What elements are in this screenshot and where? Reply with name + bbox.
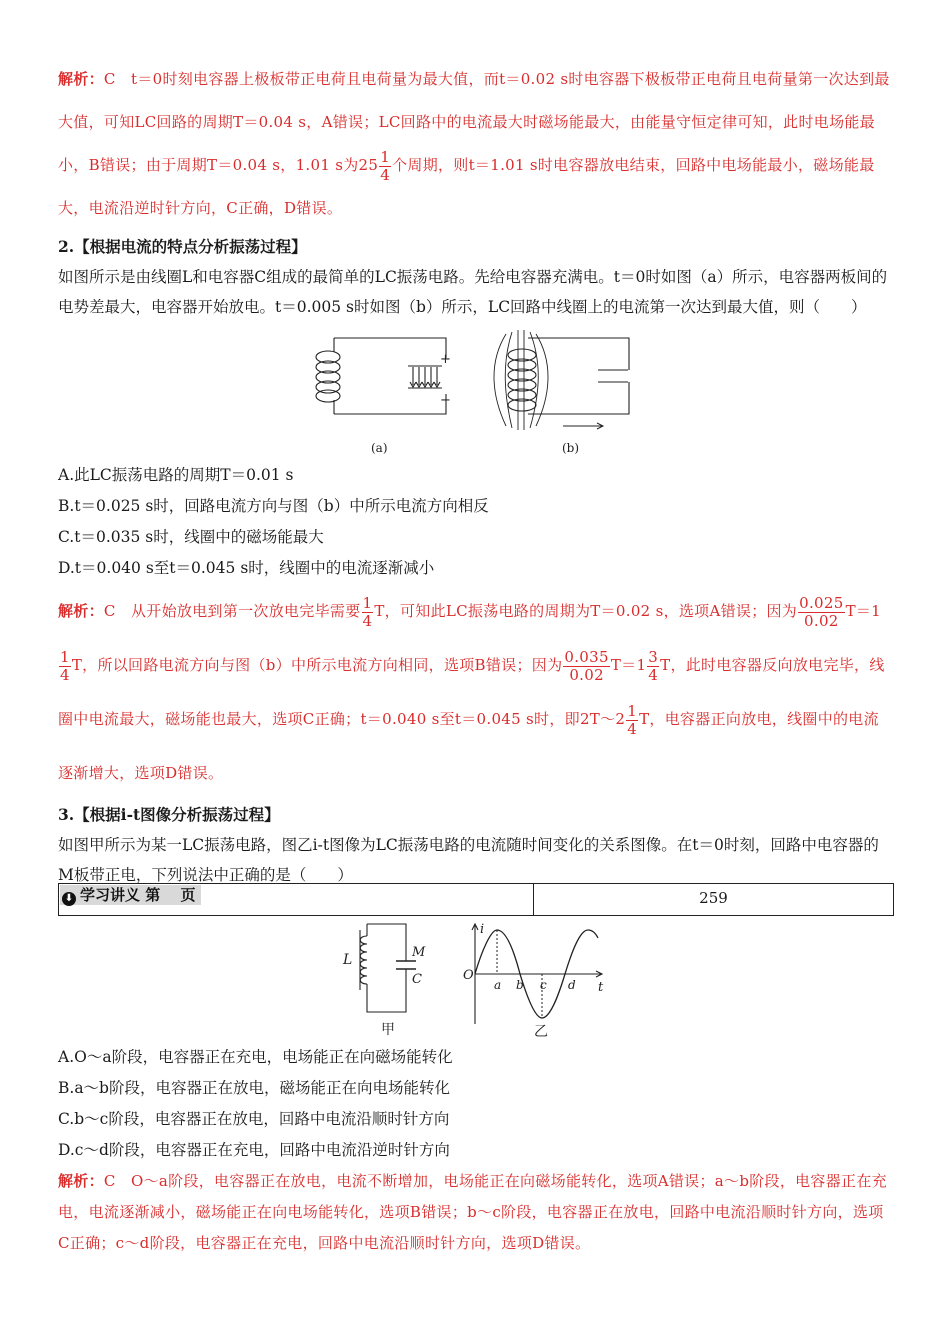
label-M: M [412, 945, 426, 960]
figure-b-circuit [494, 330, 629, 430]
tick-d: d [568, 978, 576, 992]
fraction: $\frac{1}{4}$ [380, 147, 391, 184]
q2-option-c: C.t＝0.035 s时，线圈中的磁场能最大 [58, 528, 324, 546]
analysis-text: t＝0时刻电容器上极板带正电荷且电荷量为最大值，而t＝0.02 s时电容器下极板带正电荷且电荷量第一次达到最大值，可知LC回路的周期T＝0.04 s，A错误；LC回路中的电流最大时磁场能最大，由能量守恒定律可知，此时电场能最小，B错误；由于周期T＝0.04 s，1.01 s为25 [58, 70, 890, 174]
label-C: C [412, 972, 422, 987]
q2-option-a: A.此LC振荡电路的周期T＝0.01 s [58, 466, 294, 484]
q2-stem: 如图所示是由线圈L和电容器C组成的最简单的LC振荡电路。先给电容器充满电。t＝0时如图（a）所示，电容器两板间的电势差最大，电容器开始放电。t＝0.005 s时如图（b）所示，LC回路中线圈上的电流第一次达到最大值，则（ ） [58, 268, 888, 316]
q3-option-d: D.c～d阶段，电容器正在充电，回路中电流沿逆时针方向 [58, 1141, 450, 1159]
analysis-label: 解析： [58, 70, 104, 88]
page-footer [58, 883, 894, 916]
lc-circuit-figures [58, 330, 894, 456]
footer-tag: ⬇ 学习讲义 第 页 [60, 885, 201, 905]
analysis-answer: C [103, 70, 116, 88]
q3-option-c: C.b～c阶段，电容器正在放电，回路中电流沿顺时针方向 [58, 1110, 450, 1128]
label-yi: 乙 [534, 1024, 548, 1040]
label-L: L [343, 952, 353, 968]
figure-b-label: (b) [562, 441, 580, 455]
axis-i-label: i [480, 922, 485, 937]
q3-title: 3.【根据i-t图像分析振荡过程】 [58, 805, 280, 824]
q3-option-b: B.a～b阶段，电容器正在放电，磁场能正在向电场能转化 [58, 1079, 450, 1097]
tick-b: b [516, 978, 524, 992]
q3-figure [330, 916, 620, 1040]
q3-option-a: A.O～a阶段，电容器正在充电，电场能正在向磁场能转化 [58, 1048, 453, 1066]
download-circle-icon: ⬇ [62, 892, 76, 906]
minus-sign: − [440, 393, 451, 408]
page-bottom [58, 1042, 894, 1259]
q3-stem: 如图甲所示为某一LC振荡电路，图乙i-t图像为LC振荡电路的电流随时间变化的关系图像。在t＝0时刻，回路中电容器的M板带正电，下列说法中正确的是（ ） [58, 836, 879, 884]
plus-sign: + [440, 352, 451, 367]
label-jia: 甲 [381, 1022, 395, 1038]
origin-label: O [463, 968, 474, 983]
q2-option-d: D.t＝0.040 s至t＝0.045 s时，线圈中的电流逐渐减小 [58, 559, 435, 577]
q3-analysis: 解析：C O～a阶段，电容器正在放电，电流不断增加，电场能正在向磁场能转化，选项A错误；a～b阶段，电容器正在充电，电流逐渐减小，磁场能正在向电场能转化，选项B错误；b～c阶段，电容器正在放电，回路中电流沿顺时针方向，选项C正确；c～d阶段，电容器正在充电，回路中电流沿顺时针方向，选项D错误。 [58, 1172, 887, 1252]
footer-page-number: 259 [699, 889, 728, 907]
yi-axes [472, 924, 602, 1024]
axis-t-label: t [598, 980, 604, 995]
tick-c: c [540, 978, 547, 992]
q1-analysis [58, 58, 894, 230]
q2-option-b: B.t＝0.025 s时，回路电流方向与图（b）中所示电流方向相反 [58, 497, 489, 515]
page-top [58, 58, 894, 890]
tick-a: a [494, 978, 502, 992]
q2-title: 2.【根据电流的特点分析振荡过程】 [58, 237, 307, 256]
jia-circuit [360, 924, 416, 1012]
figure-a-circuit [316, 338, 446, 414]
q2-figure [58, 330, 894, 456]
q2-analysis: 解析：C 从开始放电到第一次放电完毕需要 $\frac{1}{4}$ T，可知此LC振荡电路的周期为T＝0.02 s，选项A错误；因为 $\frac{0.025}{0.02}$ T＝1 $\frac{1}{4}$ T，所以回路电流方向与图（b）中所示电流方向相同，选项B错误；因为 $\frac{0.035}{0.02}$ T＝1 $\frac{3}{4}$ T，此时电容器反向放电完毕，线圈中电流最大，磁场能也最大，选项C正确；t＝0.040 s至t＝0.045 s时，即2T～2 $\frac{1}{4}$ T，电容器正向放电，线圈中的电流逐渐增大，选项D错误。 [58, 593, 885, 782]
figure-a-label: (a) [371, 441, 388, 455]
analysis-text-2: 个周期，则t＝1.01 s时电容器放电结束，回路中电场能最小，磁场能最大，电流沿逆时针方向，C正确，D错误。 [58, 156, 875, 217]
